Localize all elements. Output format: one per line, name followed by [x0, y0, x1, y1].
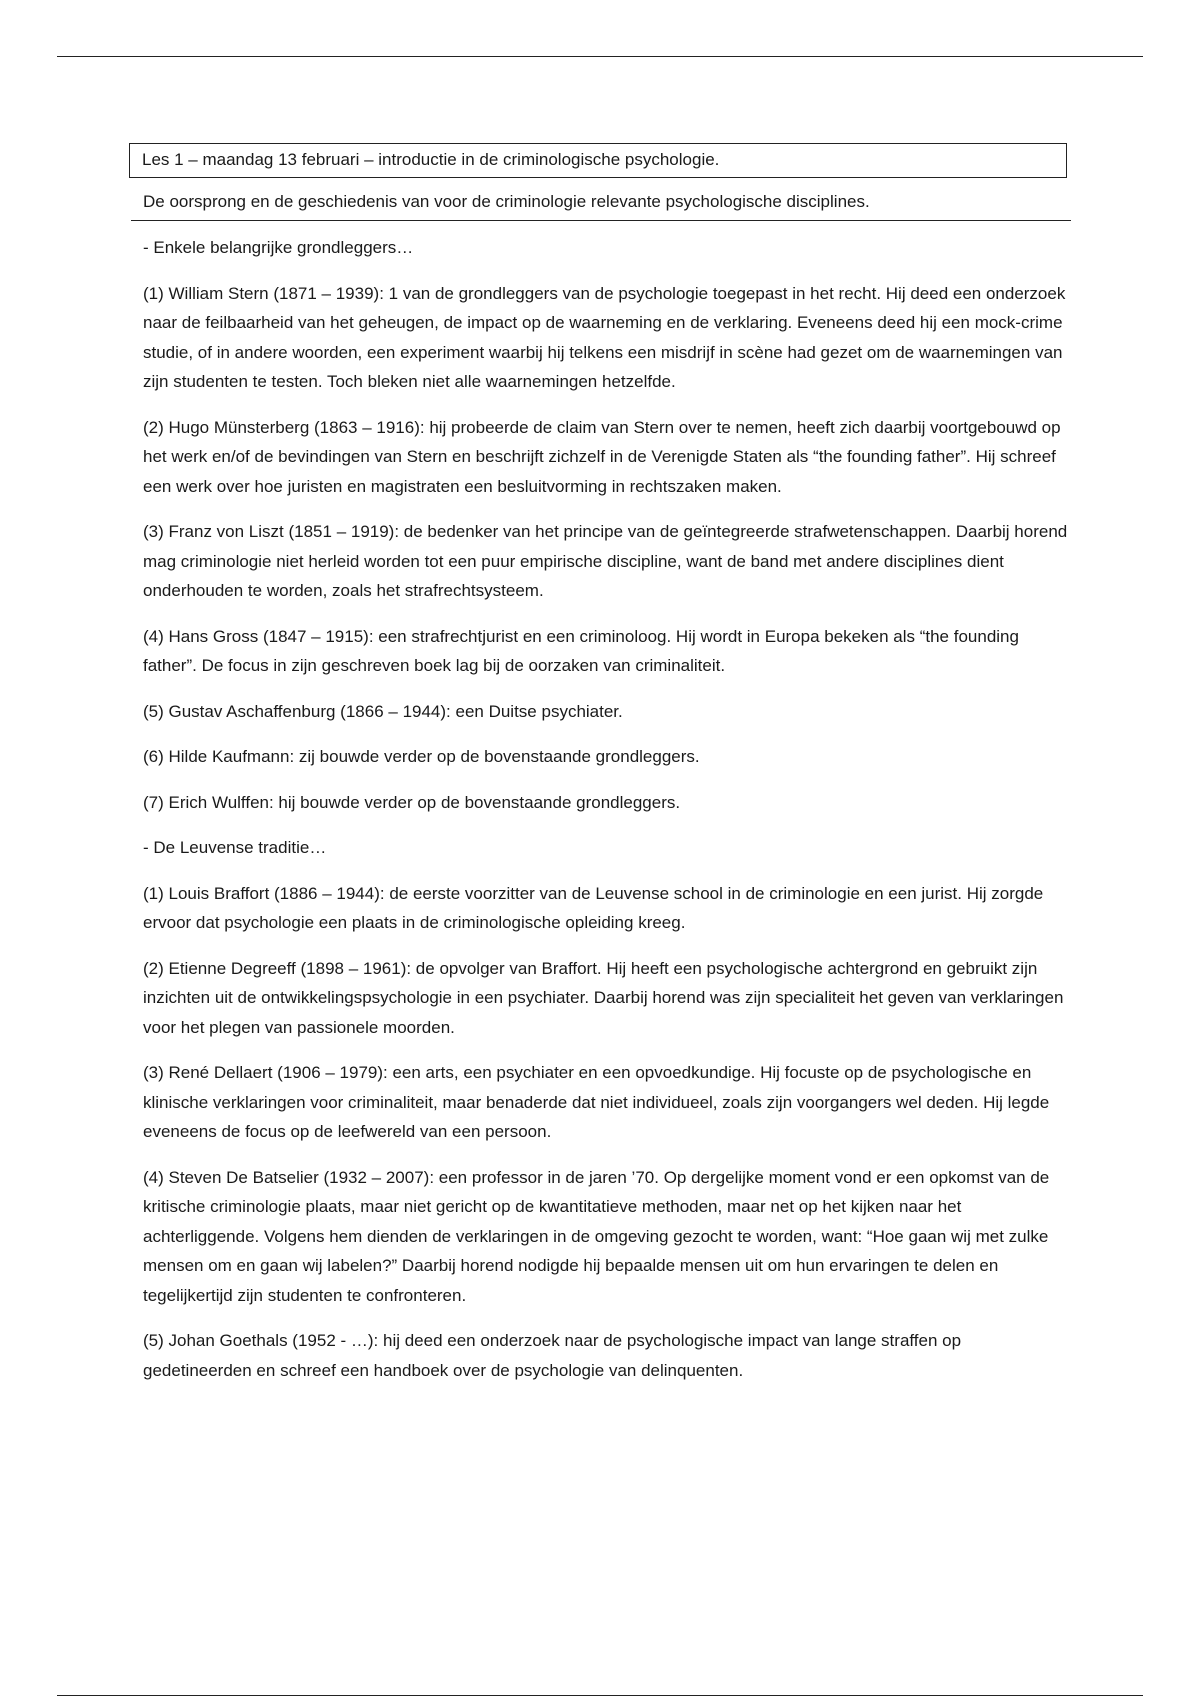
founder-entry-gross: (4) Hans Gross (1847 – 1915): een strafrechtjurist en een criminoloog. Hij wordt in Europa bekeken als “the founding father”. De focus in zijn geschreven boek lag bij de oorzaken van criminaliteit.: [143, 626, 1019, 675]
founder-entry-aschaffenburg: (5) Gustav Aschaffenburg (1866 – 1944): een Duitse psychiater.: [143, 701, 623, 721]
founders-section: [131, 233, 1071, 817]
founder-entry-munsterberg: (2) Hugo Münsterberg (1863 – 1916): hij probeerde de claim van Stern over te nemen, heeft zich daarbij voortgebouwd op het werk en/of de bevindingen van Stern en beschrijft zichzelf in de Verenigde Staten als “the founding father”. Hij schreef een werk over hoe juristen en magistraten een besluitvorming in rechtszaken maken.: [143, 417, 1061, 496]
lesson-title-box: [129, 143, 1067, 178]
document-body: [131, 143, 1071, 1401]
lesson-title: Les 1 – maandag 13 februari – introductie in de criminologische psychologie.: [142, 150, 720, 169]
top-rule: [57, 56, 1143, 57]
founder-entry-wulffen: (7) Erich Wulffen: hij bouwde verder op de bovenstaande grondleggers.: [143, 792, 681, 812]
leuven-entry-braffort: (1) Louis Braffort (1886 – 1944): de eerste voorzitter van de Leuvense school in de criminologie en een jurist. Hij zorgde ervoor dat psychologie een plaats in de criminologische opleiding kreeg.: [143, 883, 1044, 932]
founder-entry-stern: (1) William Stern (1871 – 1939): 1 van de grondleggers van de psychologie toegepast in het recht. Hij deed een onderzoek naar de feilbaarheid van het geheugen, de impact op de waarneming en de verklaring. Eveneens deed hij een mock-crime studie, of in andere woorden, een experiment waarbij hij telkens een misdrijf in scène had gezet om de waarnemingen van zijn studenten te testen. Toch bleken niet alle waarnemingen hetzelfde.: [143, 283, 1066, 391]
leuven-entry-degreeff: (2) Etienne Degreeff (1898 – 1961): de opvolger van Braffort. Hij heeft een psychologische achtergrond en gebruikt zijn inzichten uit de ontwikkelingspsychologie in een psychiater. Daarbij horend was zijn specialiteit het geven van verklaringen voor het plegen van passionele moorden.: [143, 958, 1064, 1037]
leuven-entry-dellaert: (3) René Dellaert (1906 – 1979): een arts, een psychiater en een opvoedkundige. Hij focuste op de psychologische en klinische verklaringen voor criminaliteit, maar benaderde dat niet individueel, zoals zijn voorgangers wel deden. Hij legde eveneens de focus op de leefwereld van een persoon.: [143, 1063, 1050, 1141]
leuven-entry-de-batselier: (4) Steven De Batselier (1932 – 2007): een professor in de jaren ’70. Op dergelijke moment vond er een opkomst van de kritische criminologie plaats, maar niet gericht op de kwantitatieve methoden, maar net op het kijken naar het achterliggende. Volgens hem dienden de verklaringen in de omgeving gezocht te worden, want: “Hoe gaan wij met zulke mensen om en gaan wij labelen?” Daarbij horend nodigde hij bepaalde mensen uit om hun ervaringen te delen en tegelijkertijd zijn studenten te confronteren.: [143, 1167, 1050, 1305]
founder-entry-liszt: (3) Franz von Liszt (1851 – 1919): de bedenker van het principe van de geïntegreerde strafwetenschappen. Daarbij horend mag criminologie niet herleid worden tot een puur empirische discipline, want de band met andere disciplines dient onderhouden te worden, zoals het strafrechtsysteem.: [143, 522, 1068, 600]
founders-heading: - Enkele belangrijke grondleggers…: [143, 238, 414, 257]
leuven-heading: - De Leuvense traditie…: [143, 838, 327, 857]
founder-entry-kaufmann: (6) Hilde Kaufmann: zij bouwde verder op de bovenstaande grondleggers.: [143, 747, 700, 766]
leuven-section: [131, 833, 1071, 1385]
leuven-entry-goethals: (5) Johan Goethals (1952 - …): hij deed een onderzoek naar de psychologische impact van lange straffen op gedetineerden en schreef een handboek over de psychologie van delinquenten.: [143, 1331, 962, 1380]
bottom-rule: [57, 1695, 1143, 1696]
section-subheading: De oorsprong en de geschiedenis van voor de criminologie relevante psychologische disciplines.: [131, 178, 1071, 221]
